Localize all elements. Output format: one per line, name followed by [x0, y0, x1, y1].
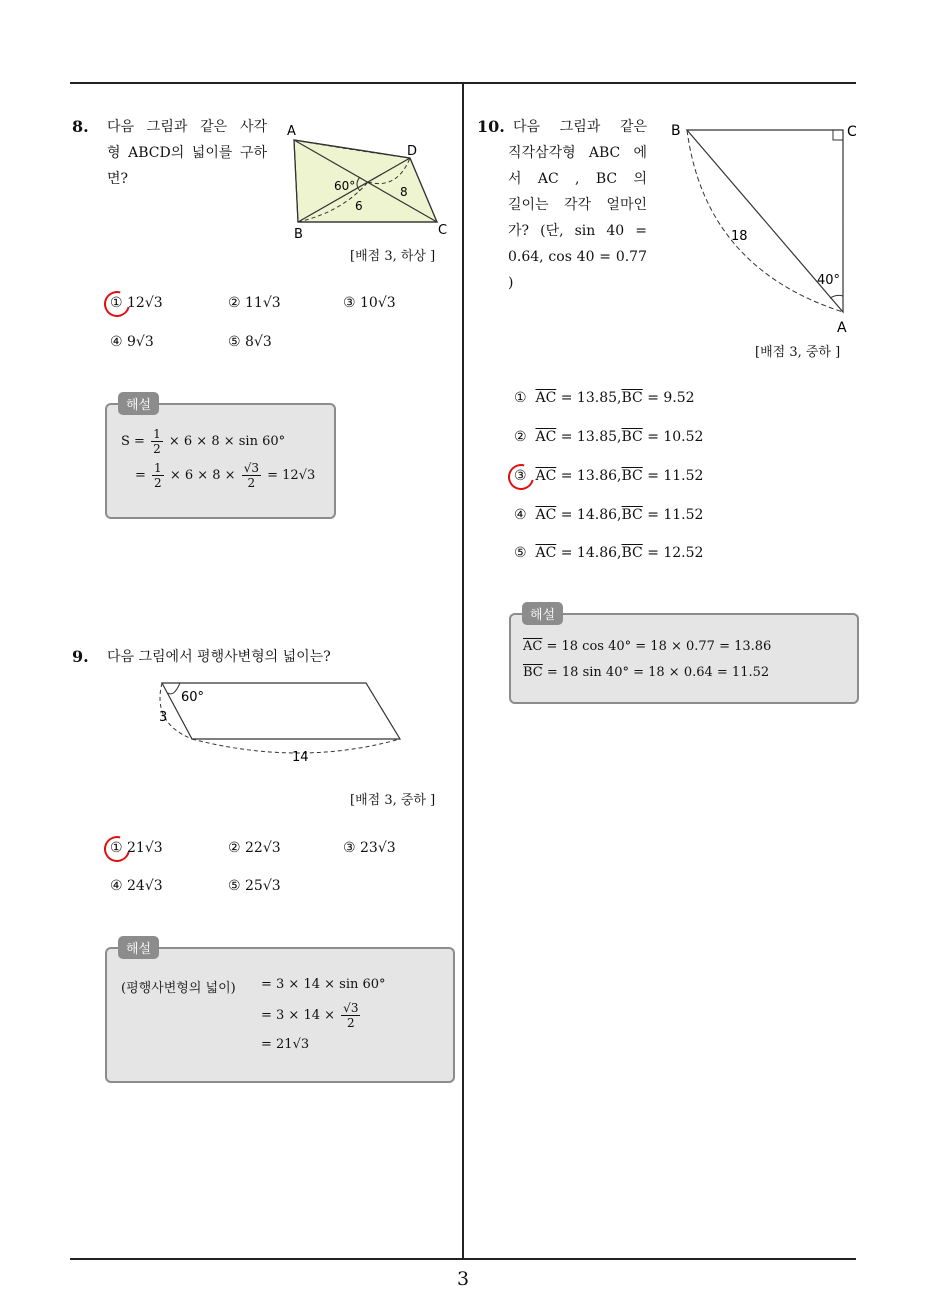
q10-text-line1: 다음 그림과 같은 [513, 119, 647, 135]
q10-text-line5: 가? (단, sin 40 = [508, 223, 647, 239]
q8-diag-label-6: 6 [355, 199, 363, 213]
q8-angle-label: 60° [334, 179, 356, 193]
q8-choice-3[interactable]: ③ 10√3 [343, 295, 396, 311]
q8-label-c: C [438, 223, 448, 238]
q9-choice-2[interactable]: ② 22√3 [228, 840, 281, 856]
q9-score: [배점 3, 중하 ] [350, 793, 436, 808]
q10-choice-5[interactable]: ⑤ $\overline{AC} = 14.86,\overline{BC} = 12.52$ [514, 545, 704, 561]
q8-choice-2[interactable]: ② 11√3 [228, 295, 281, 311]
q9-sol-line3: = 21√3 [261, 1037, 310, 1052]
q9-sol-line1: = 3 × 14 × sin 60° [261, 977, 386, 992]
q9-angle-label: 60° [181, 690, 205, 705]
q8-text-line1: 다음 그림과 같은 사각 [107, 119, 267, 135]
q9-sol-label: (평행사변형의 넓이) [121, 981, 236, 996]
q9-text: 다음 그림에서 평행사변형의 넓이는? [107, 649, 331, 665]
page-number: 3 [456, 1268, 470, 1290]
q10-label-b: B [671, 123, 681, 139]
q8-score: [배점 3, 하상 ] [350, 249, 436, 264]
q8-label-b: B [294, 227, 303, 242]
q9-answer-mark [99, 831, 135, 867]
q8-number: 8. [72, 117, 89, 136]
q8-choice-1[interactable]: ① 12√3 [110, 295, 163, 311]
q8-choice-5[interactable]: ⑤ 8√3 [228, 334, 272, 350]
q9-choice-3[interactable]: ③ 23√3 [343, 840, 396, 856]
q8-choice-4[interactable]: ④ 9√3 [110, 334, 154, 350]
q9-sol-line2: = 3 × 14 × $\frac{√3}{2}$ [261, 1001, 359, 1030]
q8-label-d: D [407, 144, 418, 159]
q10-text-line3: 서 AC , BC 의 [508, 171, 647, 187]
q8-sol-frac1: $\frac{1}{2}$ [153, 427, 161, 456]
q8-sol-line2: = $\frac{1}{2}$ × 6 × 8 × $\frac{√3}{2}$ = 12√3 [135, 461, 316, 490]
q10-hyp-label: 18 [731, 229, 748, 244]
q10-choice-2[interactable]: ② $\overline{AC} = 13.85,\overline{BC} = 10.52$ [514, 429, 704, 445]
q8-text-line2: 형 ABCD의 넓이를 구하 [107, 145, 267, 161]
bottom-rule [70, 1258, 856, 1260]
q8-text-line3: 면? [107, 171, 129, 187]
q10-answer-mark [503, 459, 539, 495]
column-divider [462, 83, 464, 1259]
q10-angle-label: 40° [817, 273, 841, 288]
q9-number: 9. [72, 647, 89, 666]
q8-solution-tag: 해설 [118, 392, 159, 415]
q8-label-a: A [287, 124, 296, 139]
q10-text-line6: 0.64, cos 40 = 0.77 [508, 249, 647, 265]
q10-number: 10. [477, 117, 505, 136]
q10-choice-3[interactable]: ③ $\overline{AC} = 13.86,\overline{BC} = 11.52$ [514, 468, 704, 484]
q10-label-c: C [847, 124, 857, 140]
q10-choice-4[interactable]: ④ $\overline{AC} = 14.86,\overline{BC} = 11.52$ [514, 507, 704, 523]
q9-solution-tag: 해설 [118, 936, 159, 959]
q10-figure [665, 118, 865, 340]
q8-diag-label-8: 8 [400, 185, 408, 199]
q9-base-label: 14 [292, 750, 309, 765]
q10-label-a: A [837, 320, 847, 336]
q10-text-line2: 직각삼각형 ABC 에 [508, 145, 647, 161]
q8-answer-mark [99, 286, 135, 322]
q9-choice-4[interactable]: ④ 24√3 [110, 878, 163, 894]
q10-text-line7: ) [508, 275, 514, 291]
q9-choice-1[interactable]: ① 21√3 [110, 840, 163, 856]
q9-choice-5[interactable]: ⑤ 25√3 [228, 878, 281, 894]
q8-figure [282, 120, 454, 244]
q10-solution-tag: 해설 [522, 602, 563, 625]
q9-figure [150, 675, 410, 770]
q8-sol-line1: S = $\frac{1}{2}$ × 6 × 8 × sin 60° [121, 427, 286, 456]
q10-choice-1[interactable]: ① $\overline{AC} = 13.85,\overline{BC} = 9.52$ [514, 390, 695, 406]
q10-sol-line1: $\overline{AC} = 18$ cos 40° = 18 × 0.77 = 13.86 [523, 639, 772, 654]
q9-solution-box [105, 947, 455, 1083]
q10-solution-box [509, 613, 859, 704]
q8-solution-box [105, 403, 336, 519]
q9-side-label: 3 [159, 710, 168, 725]
q10-sol-line2: $\overline{BC} = 18$ sin 40° = 18 × 0.64 = 11.52 [523, 665, 770, 680]
q10-score: [배점 3, 중하 ] [755, 345, 841, 360]
q10-text-line4: 길이는 각각 얼마인 [508, 197, 647, 213]
